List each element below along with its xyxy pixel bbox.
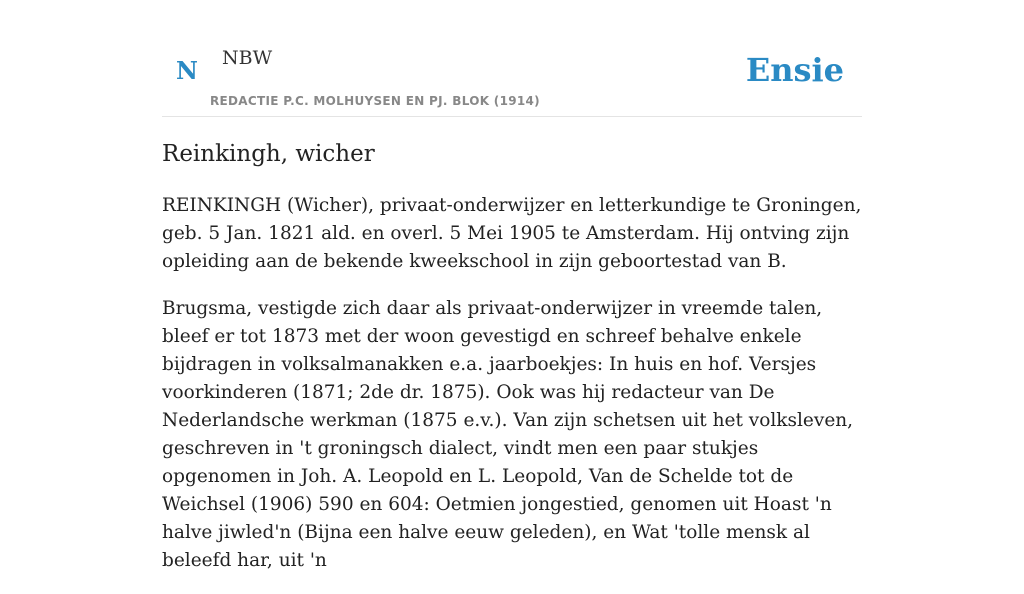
site-header bbox=[162, 0, 862, 117]
article-paragraph: Brugsma, vestigde zich daar als privaat-onderwijzer in vreemde talen, bleef er tot 1873 met der woon gevestigd en schreef behalve enkele bijdragen in volksalmanakken e.a. jaarboekjes: In huis en hof. Versjes voorkinderen (1871; 2de dr. 1875). Ook was hij redacteur van De Nederlandsche werkman (1875 e.v.). Van zijn schetsen uit het volksleven, geschreven in 't groningsch dialect, vindt men een paar stukjes opgenomen in Joh. A. Leopold en L. Leopold, Van de Schelde tot de Weichsel (1906) 590 en 604: Oetmien jongestied, genomen uit Hoast 'n halve jiwled'n (Bijna een halve eeuw geleden), en Wat 'tolle mensk al beleefd har, uit 'n bbox=[162, 298, 854, 571]
article-title: Reinkingh, wicher bbox=[162, 141, 375, 167]
article-paragraph: REINKINGH (Wicher), privaat-onderwijzer en letterkundige te Groningen, geb. 5 Jan. 1821 ald. en overl. 5 Mei 1905 te Amsterdam. Hij ontving zijn opleiding aan de bekende kweekschool in zijn geboortestad van B. bbox=[162, 195, 862, 272]
source-name[interactable]: NBW bbox=[222, 47, 273, 69]
source-logo[interactable]: N bbox=[176, 56, 198, 85]
brand-logo-link[interactable]: Ensie bbox=[745, 51, 844, 89]
article-body bbox=[162, 192, 862, 594]
source-subtitle: REDACTIE P.C. MOLHUYSEN EN PJ. BLOK (1914) bbox=[210, 94, 540, 108]
